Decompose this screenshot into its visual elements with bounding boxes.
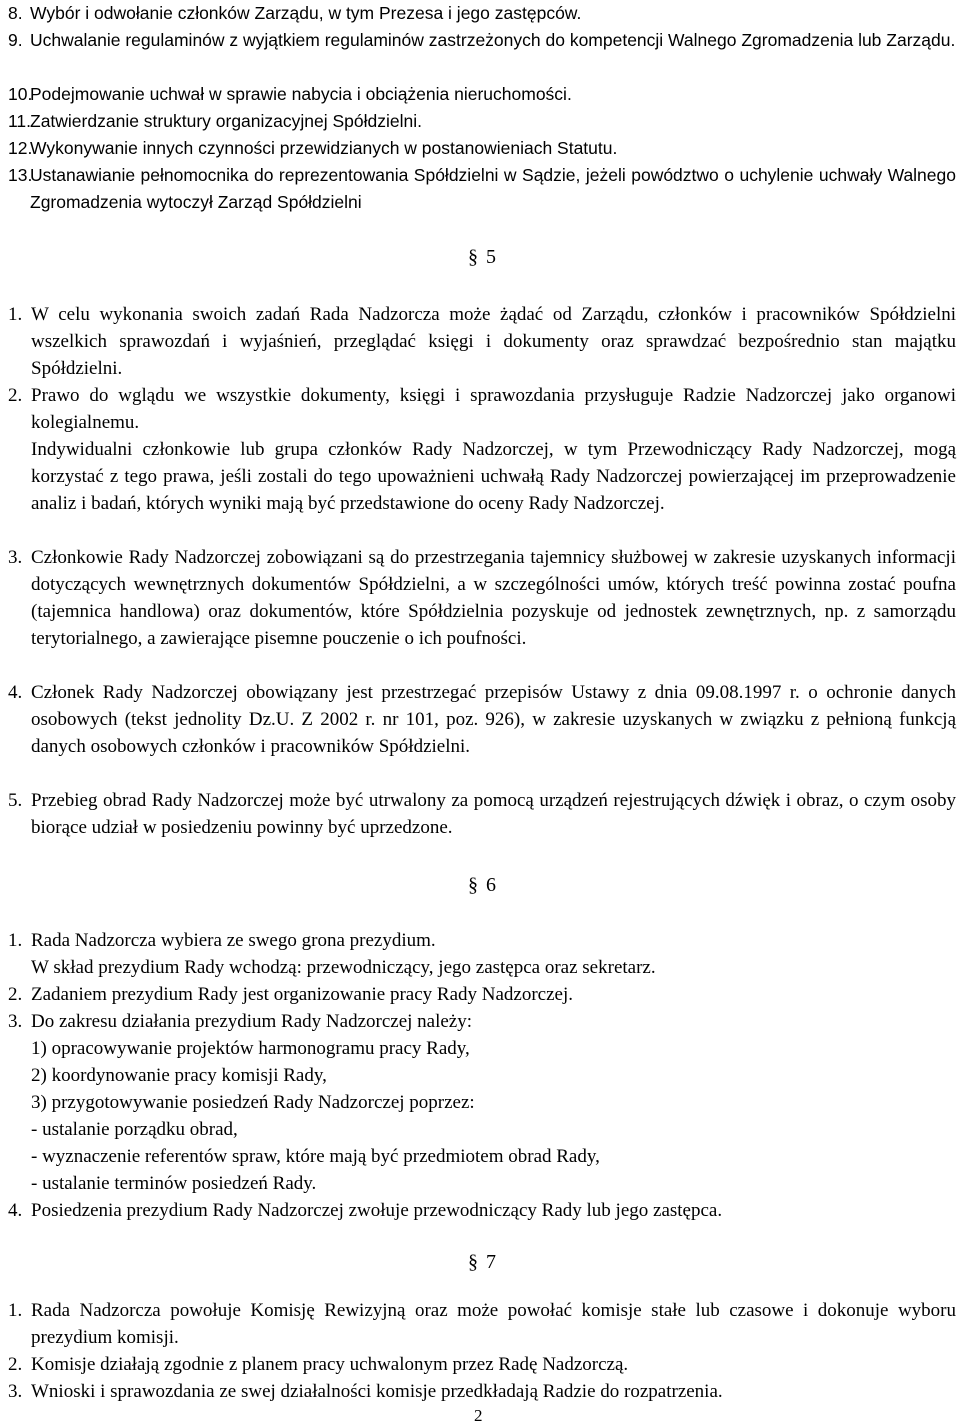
item-text: Członkowie Rady Nadzorczej zobowiązani są do przestrzegania tajemnicy służbowej w zakresie uzyskanych informacji dotyczących wewnętrznych dokumentów Spółdzielni, a w szczególności umów, których treść powinna zostać poufna (tajemnica handlowa) oraz dokumentów, które Spółdzielnia pozyskuje od jednostek zewnętrznych, np. z samorządu terytorialnego, a zawierające pisemne pouczenie o ich poufności. [31,547,956,649]
list-item [8,927,956,981]
item-text-continued: Indywidualni członkowie lub grupa członków Rady Nadzorczej, w tym Przewodniczący Rady Nadzorczej, mogą korzystać z tego prawa, jeśli zostali do tego upoważnieni uchwałą Rady Nadzorczej powierzającej im przeprowadzenie analiz i badań, których wyniki mają być przedstawione do oceny Rady Nadzorczej. [31,439,956,514]
item-number: 4. [8,1200,23,1221]
section-sign: § [468,246,478,268]
list-item [8,1351,956,1378]
item-text: W celu wykonania swoich zadań Rada Nadzorcza może żądać od Zarządu, członków i pracowników Spółdzielni wszelkich sprawozdań i wyjaśnień, przeglądać księgi i dokumenty oraz sprawdzać bezpośrednio stan majątku Spółdzielni. [31,304,956,379]
item-text: Komisje działają zgodnie z planem pracy uchwalonym przez Radę Nadzorczą. [31,1354,629,1375]
item-number: 4. [8,682,23,703]
list-item [8,1378,956,1405]
list-item [8,1197,956,1224]
item-number: 2. [8,385,23,406]
item-number: 1. [8,304,23,325]
item-number: 9. [8,30,23,50]
item-text: Wybór i odwołanie członków Zarządu, w tym Prezesa i jego zastępców. [30,3,582,23]
item-number: 3. [8,1381,23,1402]
section-sign: § [468,1251,478,1273]
section-number: 6 [486,874,496,896]
item-text: Rada Nadzorcza powołuje Komisję Rewizyjną oraz może powołać komisje stałe lub czasowe i dokonuje wyboru prezydium komisji. [31,1300,956,1348]
item-line: - ustalanie terminów posiedzeń Rady. [31,1173,317,1194]
section-heading [468,242,528,272]
item-line: 2) koordynowanie pracy komisji Rady, [31,1065,327,1086]
section-number: 7 [486,1251,496,1273]
page-number: 2 [474,1406,483,1425]
list-item [8,1297,956,1351]
item-text: Wykonywanie innych czynności przewidzianych w postanowieniach Statutu. [30,138,618,158]
item-text: Przebieg obrad Rady Nadzorczej może być utrwalony za pomocą urządzeń rejestrujących dźwięk i obraz, o czym osoby biorące udział w posiedzeniu powinny być uprzedzone. [31,790,956,838]
item-number: 1. [8,1300,23,1321]
item-line: - ustalanie porządku obrad, [31,1119,238,1140]
item-line: 1) opracowywanie projektów harmonogramu pracy Rady, [31,1038,470,1059]
item-line: Rada Nadzorcza wybiera ze swego grona prezydium. [31,930,436,951]
list-item [8,544,956,652]
item-line: - wyznaczenie referentów spraw, które mają być przedmiotem obrad Rady, [31,1146,600,1167]
item-line: Zadaniem prezydium Rady jest organizowanie pracy Rady Nadzorczej. [31,984,573,1005]
list-item [8,787,956,841]
item-number: 2. [8,1354,23,1375]
item-text: Ustanawianie pełnomocnika do reprezentowania Spółdzielni w Sądzie, jeżeli powództwo o uchylenie uchwały Walnego Zgromadzenia wytoczył Zarząd Spółdzielni [30,165,956,212]
item-text: Podejmowanie uchwał w sprawie nabycia i obciążenia nieruchomości. [30,84,572,104]
item-line: W skład prezydium Rady wchodzą: przewodniczący, jego zastępca oraz sekretarz. [31,957,656,978]
list-item [8,1008,956,1197]
item-line: Posiedzenia prezydium Rady Nadzorczej zwołuje przewodniczący Rady lub jego zastępca. [31,1200,723,1221]
item-text: Wnioski i sprawozdania ze swej działalności komisje przedkładają Radzie do rozpatrzenia. [31,1381,723,1402]
item-number: 2. [8,984,23,1005]
item-number: 8. [8,3,23,23]
item-number: 11. [8,111,32,131]
list-item [8,108,956,135]
item-number: 13. [8,165,33,185]
item-text: Uchwalanie regulaminów z wyjątkiem regulaminów zastrzeżonych do kompetencji Walnego Zgromadzenia lub Zarządu. [30,30,956,50]
item-text: Zatwierdzanie struktury organizacyjnej Spółdzielni. [30,111,422,131]
list-item [8,679,956,760]
item-number: 12. [8,138,33,158]
item-number: 1. [8,930,23,951]
item-number: 5. [8,790,23,811]
section-heading [468,870,528,900]
item-number: 10. [8,84,33,104]
section-heading [468,1247,528,1277]
list-item [8,301,956,382]
item-text: Prawo do wglądu we wszystkie dokumenty, księgi i sprawozdania przysługuje Radzie Nadzorczej jako organowi kolegialnemu. [31,385,956,433]
item-number: 3. [8,547,23,568]
item-line: 3) przygotowywanie posiedzeń Rady Nadzorczej poprzez: [31,1092,475,1113]
list-item [8,27,956,54]
item-number: 3. [8,1011,23,1032]
list-item [8,382,956,517]
list-item [8,162,956,216]
item-line: Do zakresu działania prezydium Rady Nadzorczej należy: [31,1011,473,1032]
section-sign: § [468,874,478,896]
list-item [8,135,956,162]
list-item [8,981,956,1008]
section-number: 5 [486,246,496,268]
item-text: Członek Rady Nadzorczej obowiązany jest przestrzegać przepisów Ustawy z dnia 09.08.1997 r. o ochronie danych osobowych (tekst jednolity Dz.U. Z 2002 r. nr 101, poz. 926), w zakresie uzyskanych w związku z pełnioną funkcją danych osobowych członków i pracowników Spółdzielni. [31,682,956,757]
list-item [8,81,956,108]
list-item [8,0,956,27]
